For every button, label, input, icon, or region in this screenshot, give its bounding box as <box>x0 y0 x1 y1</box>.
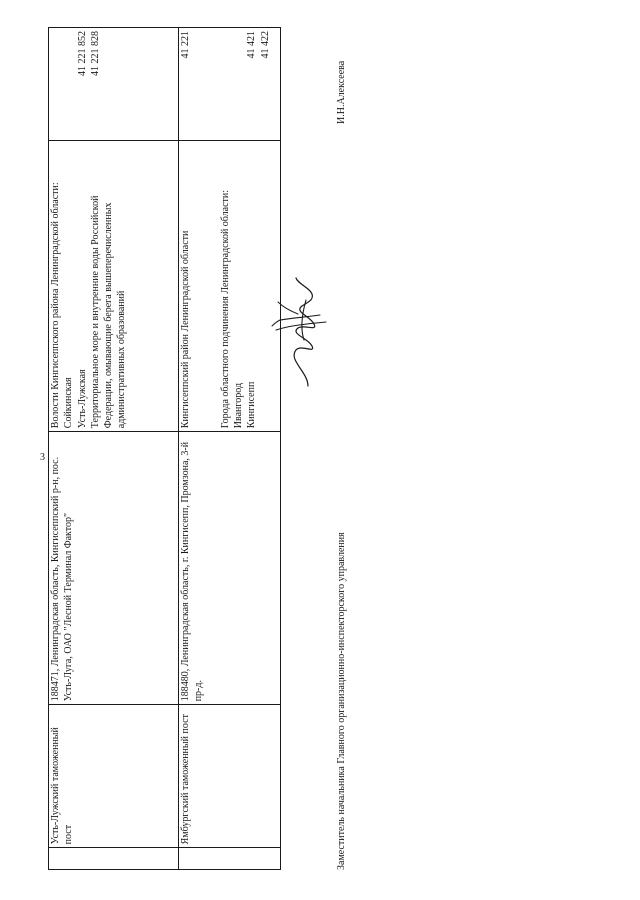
okato-code: 41 221 852 <box>76 31 88 76</box>
territory-line: Кингисепп <box>246 381 258 429</box>
okato-code: 41 422 <box>259 31 271 59</box>
territory-line: Усть-Лужская <box>76 369 88 429</box>
okato-code-cell <box>179 28 281 141</box>
territory-line: Сойкинская <box>63 377 75 429</box>
okato-code-cell <box>49 28 179 141</box>
territory-cell <box>49 140 179 432</box>
address-cell: 188480, Ленинградская область, г. Кингисепп, Промзона, 3-й пр-д. <box>179 432 281 705</box>
table-row <box>49 28 179 870</box>
okato-code: 41 221 <box>180 31 191 59</box>
handwritten-signature <box>268 270 336 390</box>
territory-sub-heading: Города областного подчинения Ленинградской области: <box>219 189 231 429</box>
territory-line: Территориальное море и внутренние воды Российской Федерации, омывающие берега вышеперечисленных административных образований <box>89 195 128 429</box>
okato-code: 41 221 828 <box>89 31 101 76</box>
customs-posts-table <box>48 27 281 870</box>
territory-heading: Кингисеппский район Ленинградской области <box>180 230 191 429</box>
territory-heading: Волости Кингисеппского района Ленинградской области: <box>50 182 61 429</box>
post-name-cell: Усть-Лужский таможенный пост <box>49 705 179 848</box>
territory-cell <box>179 140 281 432</box>
territory-line: Ивангород <box>233 382 245 429</box>
table-row <box>179 28 281 870</box>
signatory-name: И.Н.Алексеева <box>336 60 347 124</box>
empty-cell <box>179 848 281 870</box>
address-cell: 188471, Ленинградская область, Кингисеппский р-н, пос. Усть-Луга, ОАО "Лесной Терминал Фактор" <box>49 432 179 705</box>
empty-cell <box>49 848 179 870</box>
okato-code: 41 421 <box>246 31 258 59</box>
signatory-position: Заместитель начальника Главного организационно-инспекторского управления <box>336 532 347 870</box>
post-name-cell: Ямбургский таможенный пост <box>179 705 281 848</box>
page-number: 3 <box>40 452 45 463</box>
